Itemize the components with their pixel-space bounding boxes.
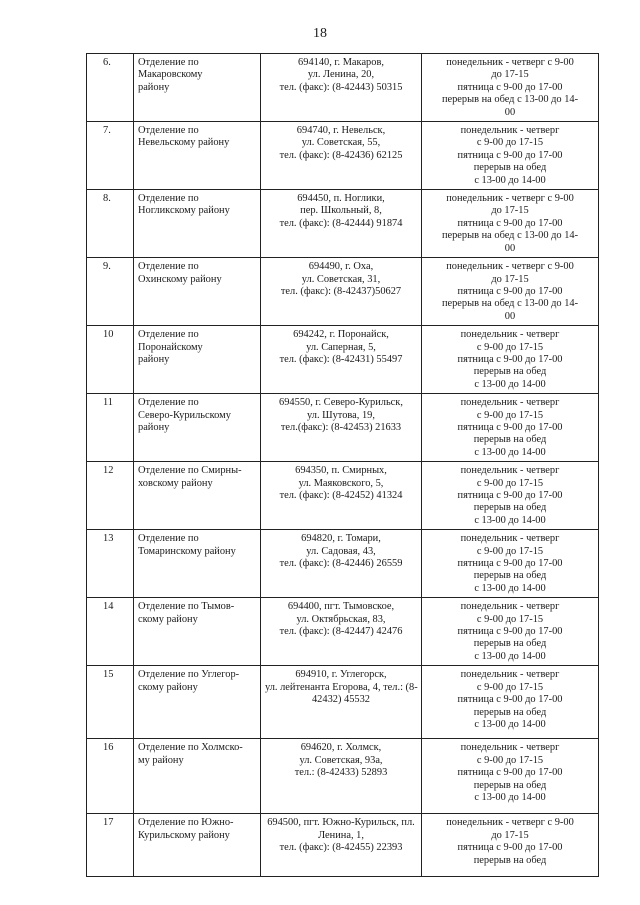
- office-address-line: ул. Октябрьская, 83,: [296, 613, 386, 625]
- office-row: [87, 462, 599, 530]
- row-number: 10: [87, 326, 134, 394]
- office-address-line: 694350, п. Смирных,: [295, 465, 387, 477]
- office-hours: [422, 54, 599, 122]
- office-row: [87, 122, 599, 190]
- office-name: [134, 326, 261, 394]
- office-hours-line: 00: [504, 242, 516, 254]
- office-address-line: Ленина, 1,: [318, 829, 364, 841]
- office-hours-line: с 13-00 до 14-00: [474, 174, 546, 186]
- office-name: [134, 122, 261, 190]
- office-row: [87, 326, 599, 394]
- office-name: [134, 394, 261, 462]
- office-name-line: Отделение по: [138, 397, 199, 409]
- office-name-line: Томаринскому району: [138, 545, 236, 557]
- office-name-line: району: [138, 353, 170, 365]
- office-hours-line: пятница с 9-00 до 17-00: [457, 421, 563, 433]
- office-name-line: Отделение по: [138, 261, 199, 273]
- row-number: 17: [87, 814, 134, 877]
- office-hours-line: перерыв на обед: [473, 638, 547, 650]
- row-number: 9.: [87, 258, 134, 326]
- office-hours-line: перерыв на обед: [473, 706, 547, 718]
- office-hours-line: пятница с 9-00 до 17-00: [457, 490, 563, 501]
- office-address-line: тел. (факс): (8-42431) 55497: [279, 353, 403, 365]
- office-hours-line: пятница с 9-00 до 17-00: [457, 842, 563, 854]
- office-address-line: тел. (факс): (8-42437)50627: [280, 285, 402, 297]
- office-hours-line: понедельник - четверг: [460, 465, 560, 477]
- office-hours-line: 00: [504, 106, 516, 118]
- office-address-line: 694490, г. Оха,: [308, 261, 374, 273]
- office-address-line: 694242, г. Поронайск,: [293, 329, 389, 341]
- office-hours-line: перерыв на обед: [473, 854, 547, 866]
- office-address-line: 694400, пгт. Тымовское,: [287, 601, 395, 613]
- office-name: [134, 598, 261, 666]
- office-name-line: Макаровскому: [138, 69, 203, 81]
- office-address-line: тел. (факс): (8-42446) 26559: [279, 558, 403, 570]
- office-address-line: 694140, г. Макаров,: [298, 57, 384, 68]
- office-hours-line: понедельник - четверг: [460, 669, 560, 681]
- office-address-line: 694500, пгт. Южно-Курильск, пл.: [267, 817, 415, 829]
- office-hours-line: понедельник - четверг: [460, 125, 560, 137]
- office-hours-line: пятница с 9-00 до 17-00: [457, 694, 563, 706]
- office-hours: [422, 258, 599, 326]
- office-hours-line: с 9-00 до 17-15: [476, 477, 544, 489]
- office-address-line: 694620, г. Холмск,: [300, 742, 382, 754]
- office-hours-line: понедельник - четверг: [460, 329, 560, 341]
- office-row: [87, 394, 599, 462]
- office-hours-line: перерыв на обед с 13-00 до 14-: [441, 230, 579, 242]
- office-hours-line: понедельник - четверг: [460, 397, 560, 409]
- office-hours-line: перерыв на обед: [473, 434, 547, 446]
- office-name-line: Невельскому району: [138, 137, 230, 149]
- office-hours-line: пятница с 9-00 до 17-00: [457, 217, 563, 229]
- office-address-line: ул. Маяковского, 5,: [298, 477, 384, 489]
- office-hours-line: с 13-00 до 14-00: [474, 582, 546, 594]
- office-name: [134, 54, 261, 122]
- office-address-line: тел. (факс): (8-42444) 91874: [279, 217, 403, 229]
- page-number: 18: [313, 26, 327, 41]
- office-address: [261, 54, 422, 122]
- office-name-line: району: [138, 421, 170, 433]
- office-row: [87, 666, 599, 739]
- office-address-line: ул. Советская, 31,: [301, 273, 381, 285]
- office-hours-line: понедельник - четверг с 9-00: [446, 817, 574, 829]
- office-address-line: пер. Школьный, 8,: [300, 205, 382, 217]
- offices-table: [86, 53, 599, 877]
- office-hours-line: с 9-00 до 17-15: [476, 409, 544, 421]
- office-name-line: Отделение по Смирны-: [138, 465, 242, 477]
- office-hours-line: перерыв на обед: [473, 779, 547, 791]
- office-row: [87, 54, 599, 122]
- office-address-line: ул. Ленина, 20,: [307, 69, 375, 81]
- office-address-line: ул. Советская, 93а,: [299, 754, 383, 766]
- row-number: 6.: [87, 54, 134, 122]
- office-address: [261, 394, 422, 462]
- office-hours-line: с 9-00 до 17-15: [476, 613, 544, 625]
- office-hours-line: пятница с 9-00 до 17-00: [457, 767, 563, 779]
- office-address-line: тел. (факс): (8-42455) 22393: [279, 842, 403, 854]
- office-hours-line: пятница с 9-00 до 17-00: [457, 81, 563, 93]
- office-hours-line: с 13-00 до 14-00: [474, 791, 546, 803]
- office-hours: [422, 739, 599, 814]
- office-hours-line: понедельник - четверг: [460, 742, 560, 754]
- office-address: [261, 258, 422, 326]
- office-hours-line: понедельник - четверг с 9-00: [446, 261, 574, 273]
- office-hours-line: пятница с 9-00 до 17-00: [457, 353, 563, 365]
- office-name-line: Отделение по: [138, 193, 199, 205]
- office-name-line: Отделение по: [138, 57, 199, 68]
- office-name-line: району: [138, 81, 170, 93]
- office-name-line: Северо-Курильскому: [138, 409, 231, 421]
- office-address-line: тел. (факс): (8-42447) 42476: [279, 626, 403, 638]
- office-hours-line: пятница с 9-00 до 17-00: [457, 285, 563, 297]
- office-address: [261, 814, 422, 877]
- row-number: 11: [87, 394, 134, 462]
- office-hours-line: с 13-00 до 14-00: [474, 378, 546, 390]
- office-hours-line: с 9-00 до 17-15: [476, 681, 544, 693]
- office-hours-line: перерыв на обед: [473, 502, 547, 514]
- office-hours-line: с 13-00 до 14-00: [474, 718, 546, 730]
- office-address-line: ул. Садовая, 43,: [306, 545, 376, 557]
- office-hours-line: перерыв на обед с 13-00 до 14-: [441, 298, 579, 310]
- office-address-line: тел. (факс): (8-42443) 50315: [279, 81, 403, 93]
- office-name: [134, 530, 261, 598]
- office-address-line: тел.: (8-42433) 52893: [294, 767, 388, 779]
- office-address: [261, 190, 422, 258]
- office-name-line: Отделение по Углегор-: [138, 669, 240, 681]
- office-address-line: 694740, г. Невельск,: [296, 125, 386, 137]
- office-hours-line: с 9-00 до 17-15: [476, 137, 544, 149]
- office-hours: [422, 462, 599, 530]
- office-hours: [422, 326, 599, 394]
- office-name: [134, 814, 261, 877]
- office-name-line: му району: [138, 754, 184, 766]
- row-number: 15: [87, 666, 134, 739]
- office-address-line: 42432) 45532: [311, 694, 370, 706]
- office-hours: [422, 666, 599, 739]
- office-address: [261, 122, 422, 190]
- office-name: [134, 190, 261, 258]
- row-number: 7.: [87, 122, 134, 190]
- office-name-line: Охинскому району: [138, 273, 222, 285]
- office-name: [134, 258, 261, 326]
- office-name-line: Отделение по Тымов-: [138, 601, 235, 613]
- office-hours-line: понедельник - четверг: [460, 533, 560, 545]
- office-hours-line: с 13-00 до 14-00: [474, 446, 546, 458]
- office-address-line: тел. (факс): (8-42452) 41324: [279, 490, 403, 501]
- office-hours-line: до 17-15: [491, 205, 529, 217]
- office-name-line: Отделение по: [138, 125, 199, 137]
- office-hours-line: с 9-00 до 17-15: [476, 754, 544, 766]
- office-name: [134, 666, 261, 739]
- office-hours-line: до 17-15: [491, 69, 529, 81]
- office-hours-line: понедельник - четверг: [460, 601, 560, 613]
- office-address-line: тел. (факс): (8-42436) 62125: [279, 149, 403, 161]
- office-row: [87, 814, 599, 877]
- office-name-line: Отделение по Холмско-: [138, 742, 243, 754]
- office-hours: [422, 814, 599, 877]
- office-hours: [422, 122, 599, 190]
- office-hours-line: перерыв на обед: [473, 570, 547, 582]
- office-hours: [422, 394, 599, 462]
- office-name-line: Курильскому району: [138, 829, 230, 841]
- office-row: [87, 739, 599, 814]
- office-address-line: ул. лейтенанта Егорова, 4, тел.: (8-: [265, 681, 418, 693]
- office-address-line: тел.(факс): (8-42453) 21633: [280, 421, 402, 433]
- office-address: [261, 598, 422, 666]
- office-hours-line: понедельник - четверг с 9-00: [446, 193, 574, 205]
- office-hours-line: с 13-00 до 14-00: [474, 514, 546, 526]
- office-address-line: ул. Шутова, 19,: [307, 409, 375, 421]
- office-hours-line: перерыв на обед: [473, 366, 547, 378]
- office-row: [87, 190, 599, 258]
- office-name-line: Ногликскому району: [138, 205, 230, 217]
- office-address-line: 694550, г. Северо-Курильск,: [279, 397, 403, 409]
- office-address: [261, 326, 422, 394]
- office-address: [261, 739, 422, 814]
- office-address-line: 694450, п. Ноглики,: [297, 193, 385, 205]
- office-hours-line: перерыв на обед: [473, 162, 547, 174]
- office-address-line: 694820, г. Томари,: [301, 533, 381, 545]
- office-row: [87, 598, 599, 666]
- office-hours-line: с 9-00 до 17-15: [476, 545, 544, 557]
- office-name: [134, 462, 261, 530]
- office-hours-line: до 17-15: [491, 273, 529, 285]
- office-hours-line: с 13-00 до 14-00: [474, 650, 546, 662]
- office-hours-line: пятница с 9-00 до 17-00: [457, 626, 563, 638]
- office-address-line: 694910, г. Углегорск,: [295, 669, 387, 681]
- office-name: [134, 739, 261, 814]
- office-address-line: ул. Саперная, 5,: [306, 341, 376, 353]
- office-name-line: Отделение по Южно-: [138, 817, 234, 829]
- office-hours-line: до 17-15: [491, 829, 529, 841]
- office-hours-line: с 9-00 до 17-15: [476, 341, 544, 353]
- office-address: [261, 462, 422, 530]
- row-number: 14: [87, 598, 134, 666]
- office-hours-line: 00: [504, 310, 516, 322]
- office-hours: [422, 530, 599, 598]
- office-address: [261, 666, 422, 739]
- row-number: 8.: [87, 190, 134, 258]
- row-number: 16: [87, 739, 134, 814]
- office-address-line: ул. Советская, 55,: [301, 137, 381, 149]
- office-address: [261, 530, 422, 598]
- office-hours-line: пятница с 9-00 до 17-00: [457, 558, 563, 570]
- office-name-line: Отделение по: [138, 329, 199, 341]
- office-name-line: скому району: [138, 613, 198, 625]
- offices-table-body: [87, 54, 599, 877]
- office-hours-line: пятница с 9-00 до 17-00: [457, 149, 563, 161]
- office-hours-line: понедельник - четверг с 9-00: [446, 57, 574, 68]
- office-row: [87, 258, 599, 326]
- office-hours: [422, 190, 599, 258]
- office-hours: [422, 598, 599, 666]
- office-name-line: Отделение по: [138, 533, 199, 545]
- office-name-line: скому району: [138, 681, 198, 693]
- office-hours-line: перерыв на обед с 13-00 до 14-: [441, 94, 579, 106]
- row-number: 13: [87, 530, 134, 598]
- office-name-line: Поронайскому: [138, 341, 203, 353]
- office-name-line: ховскому району: [138, 477, 213, 489]
- office-row: [87, 530, 599, 598]
- row-number: 12: [87, 462, 134, 530]
